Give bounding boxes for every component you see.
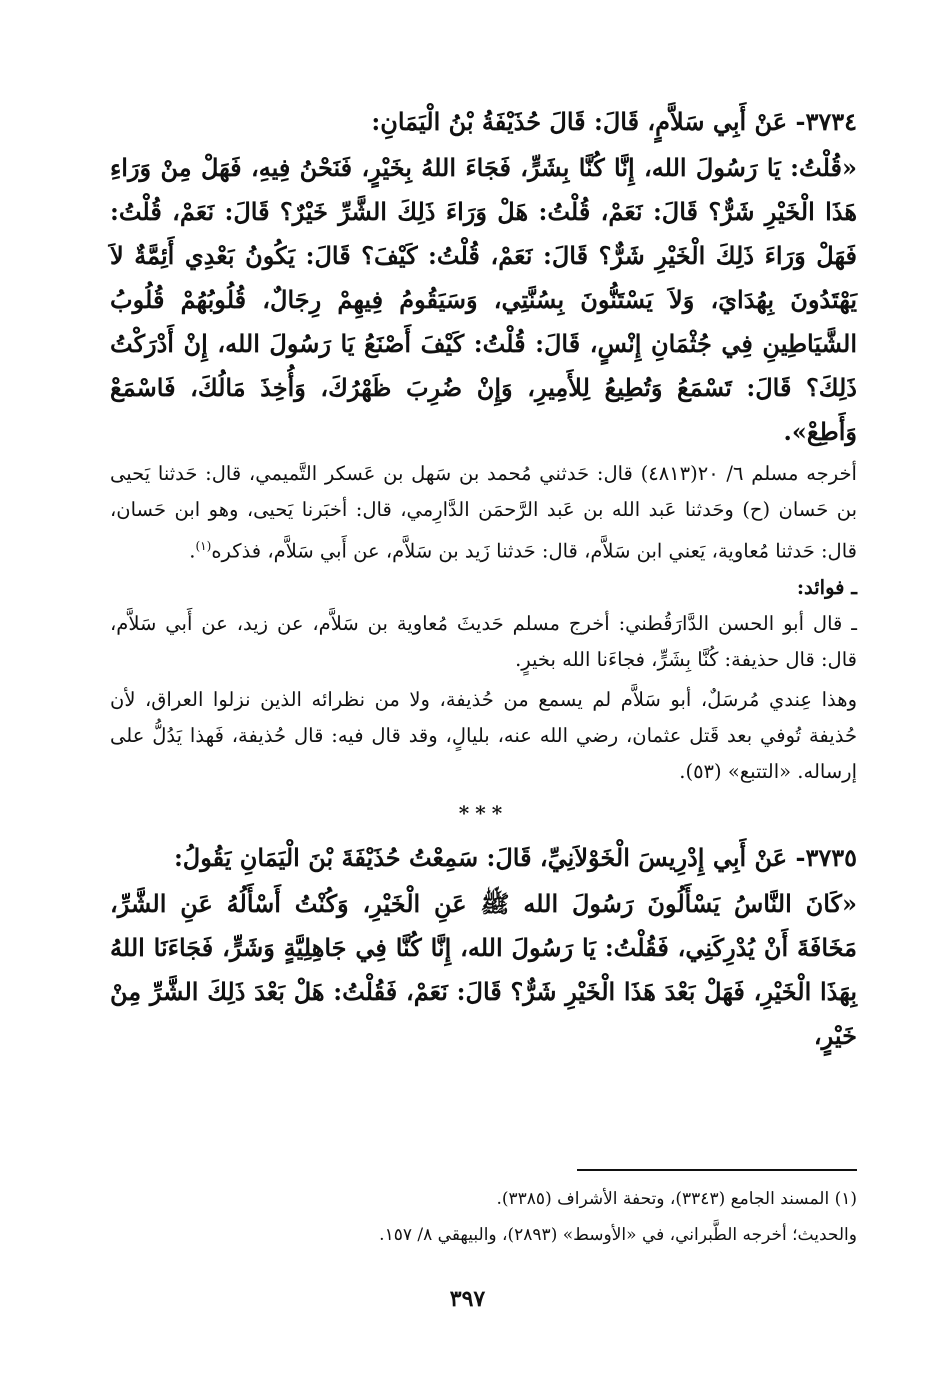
hadith-3734	[110, 100, 857, 790]
footnote-2: والحديث؛ أخرجه الطَّبراني، في «الأوسط» (٢٨٩٣)، والبيهقي ٨/ ١٥٧.	[379, 1225, 857, 1245]
fawaid-heading: ـ فوائد:	[796, 575, 857, 599]
section-separator: ***	[458, 800, 509, 825]
fawaid-paragraph-2: وهذا عِندي مُرسَلٌ، أبو سَلاَّم لم يسمع من حُذيفة، ولا من نظرائه الذين نزلوا العراق، لأن حُذيفة تُوفي بعد قَتل عثمان، رضي الله عنه، بليالٍ، وقد قال فيه: قال حُذيفة، فَهذا يَدُلُّ على إرساله. «التتبع» (٥٣).	[110, 687, 857, 783]
footnote-ref: (١)	[195, 539, 212, 553]
takhrij-end: .	[189, 539, 196, 563]
footnote-divider	[577, 1169, 857, 1171]
hadith-3734-takhrij	[110, 456, 857, 570]
hadith-3734-text: «قُلْتُ: يَا رَسُولَ الله، إِنَّا كُنَّا بِشَرٍّ، فَجَاءَ اللهُ بِخَيْرٍ، فَنَحْنُ فِيهِ، فَهَلْ مِنْ وَرَاءِ هَذَا الْخَيْرِ شَرٌّ؟ قَالَ: نَعَمْ، قُلْتُ: هَلْ وَرَاءَ ذَلِكَ الشَّرِّ خَيْرٌ؟ قَالَ: نَعَمْ، قُلْتُ: فَهَلْ وَرَاءَ ذَلِكَ الْخَيْرِ شَرٌّ؟ قَالَ: نَعَمْ، قُلْتُ: كَيْفَ؟ قَالَ: يَكُونُ بَعْدِي أَئِمَّةٌ لاَ يَهْتَدُونَ بِهُدَايَ، وَلاَ يَسْتَنُّونَ بِسُنَّتِي، وَسَيَقُومُ فِيهِمْ رِجَالٌ، قُلُوبُهُمْ قُلُوبُ الشَّيَاطِينِ فِي جُثْمَانِ إِنْسٍ، قَالَ: قُلْتُ: كَيْفَ أَصْنَعُ يَا رَسُولَ الله، إِنْ أَدْرَكْتُ ذَلِكَ؟ قَالَ: تَسْمَعُ وَتُطِيعُ لِلأَمِيرِ، وَإِنْ ضُرِبَ ظَهْرُكَ، وَأُخِذَ مَالُكَ، فَاسْمَعْ وَأَطِعْ».	[110, 153, 857, 446]
footnote-1: (١) المسند الجامع (٣٣٤٣)، وتحفة الأشراف (٣٣٨٥).	[496, 1189, 857, 1209]
footnotes	[110, 1181, 857, 1253]
hadith-3735	[110, 836, 857, 1058]
page-number: ٣٩٧	[449, 1286, 486, 1312]
fawaid-paragraph-1: ـ قال أبو الحسن الدَّارَقُطني: أخرج مسلم حَديثَ مُعاوية بن سَلاَّم، عن زيد، عن أَبي سَلاَّم، قال: قال حذيفة: كُنَّا بِشَرٍّ، فجاءَنا الله بخيرٍ.	[110, 611, 857, 671]
hadith-3735-text: «كَانَ النَّاسُ يَسْأَلُونَ رَسُولَ الله ﷺ عَنِ الْخَيْرِ، وَكُنْتُ أَسْأَلُهُ عَنِ الشَّرِّ، مَخَافَةَ أَنْ يُدْرِكَنِي، فَقُلْتُ: يَا رَسُولَ الله، إِنَّا كُنَّا فِي جَاهِلِيَّةٍ وَشَرٍّ، فَجَاءَنَا اللهُ بِهَذَا الْخَيْرِ، فَهَلْ بَعْدَ هَذَا الْخَيْرِ شَرٌّ؟ قَالَ: نَعَمْ، فَقُلْتُ: هَلْ بَعْدَ ذَلِكَ الشَّرِّ مِنْ خَيْرٍ،	[110, 888, 857, 1050]
hadith-3734-header: ٣٧٣٤- عَنْ أَبِي سَلاَّمٍ، قَالَ: قَالَ حُذَيْفَةُ بْنُ الْيَمَانِ:	[371, 107, 857, 136]
hadith-3735-header: ٣٧٣٥- عَنْ أَبِي إِدْرِيسَ الْخَوْلاَنِيِّ، قَالَ: سَمِعْتُ حُذَيْفَةَ بْنَ الْيَمَانِ يَقُولُ:	[173, 842, 857, 872]
takhrij-text: أخرجه مسلم ٦/ ٢٠(٤٨١٣) قال: حَدثني مُحمد بن سَهل بن عَسكر التَّميمي، قال: حَدثنا يَحيى بن حَسان (ح) وحَدثنا عَبد الله بن عَبد الرَّحمَن الدَّارِمي، قال: أخبَرنا يَحيى، وهو ابن حَسان، قال: حَدثنا مُعاوية، يَعني ابن سَلاَّم، قال: حَدثنا زَيد بن سَلاَّم، عن أَبي سَلاَّم، فذكره	[110, 462, 857, 563]
